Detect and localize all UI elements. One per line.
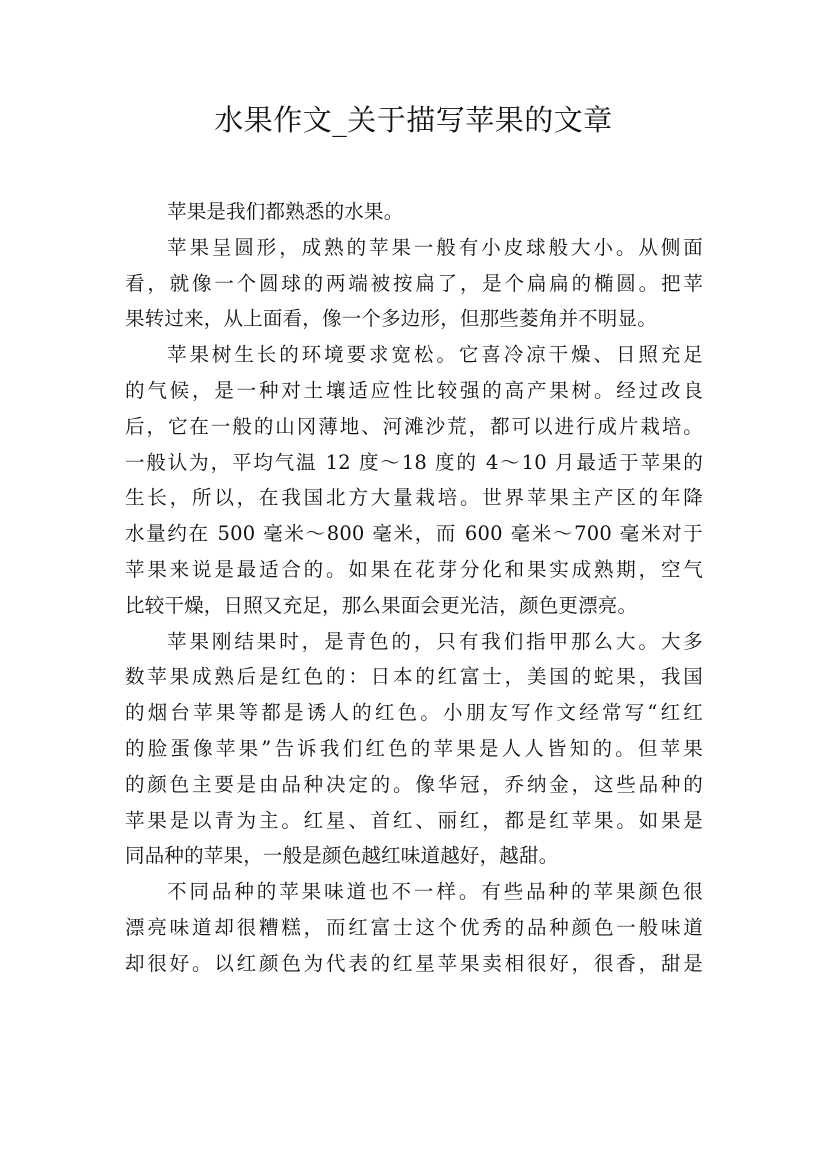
- text-line: 果转过来，从上面看，像一个多边形，但那些菱角并不明显。: [125, 307, 657, 331]
- text-line: 苹果刚结果时，是青色的，只有我们指甲那么大。大多: [167, 629, 703, 653]
- text-line: 漂亮味道却很糟糕，而红富士这个优秀的品种颜色一般味道: [125, 915, 703, 939]
- text-line: 苹果呈圆形，成熟的苹果一般有小皮球般大小。从侧面: [167, 235, 703, 259]
- text-line: 苹果树生长的环境要求宽松。它喜冷凉干燥、日照充足: [167, 343, 703, 367]
- text-line: 的烟台苹果等都是诱人的红色。小朋友写作文经常写“红红: [125, 701, 703, 725]
- text-line: 生长，所以，在我国北方大量栽培。世界苹果主产区的年降: [125, 486, 703, 510]
- document-title: 水果作文_关于描写苹果的文章: [214, 103, 613, 137]
- text-line: 苹果是以青为主。红星、首红、丽红，都是红苹果。如果是: [125, 808, 703, 832]
- text-line: 一般认为，平均气温 12 度～18 度的 4～10 月最适于苹果的: [125, 450, 703, 474]
- text-line: 后，它在一般的山冈薄地、河滩沙荒，都可以进行成片栽培。: [125, 414, 703, 438]
- text-line: 苹果来说是最适合的。如果在花芽分化和果实成熟期，空气: [125, 557, 703, 581]
- document-body: [125, 194, 703, 982]
- text-line: 看，就像一个圆球的两端被按扁了，是个扁扁的椭圆。把苹: [125, 271, 703, 295]
- text-line: 不同品种的苹果味道也不一样。有些品种的苹果颜色很: [167, 880, 703, 904]
- text-line: 的气候，是一种对土壤适应性比较强的高产果树。经过改良: [125, 378, 703, 402]
- text-line: 同品种的苹果，一般是颜色越红味道越好，越甜。: [125, 844, 559, 868]
- text-line: 苹果是我们都熟悉的水果。: [167, 200, 404, 223]
- text-line: 却很好。以红颜色为代表的红星苹果卖相很好，很香，甜是: [125, 951, 703, 975]
- text-line: 数苹果成熟后是红色的：日本的红富士，美国的蛇果，我国: [125, 665, 703, 689]
- text-line: 的脸蛋像苹果”告诉我们红色的苹果是人人皆知的。但苹果: [125, 736, 703, 760]
- text-line: 比较干燥，日照又充足，那么果面会更光洁，颜色更漂亮。: [125, 593, 638, 617]
- text-line: 水量约在 500 毫米～800 毫米，而 600 毫米～700 毫米对于: [125, 522, 703, 546]
- text-line: 的颜色主要是由品种决定的。像华冠，乔纳金，这些品种的: [125, 772, 703, 796]
